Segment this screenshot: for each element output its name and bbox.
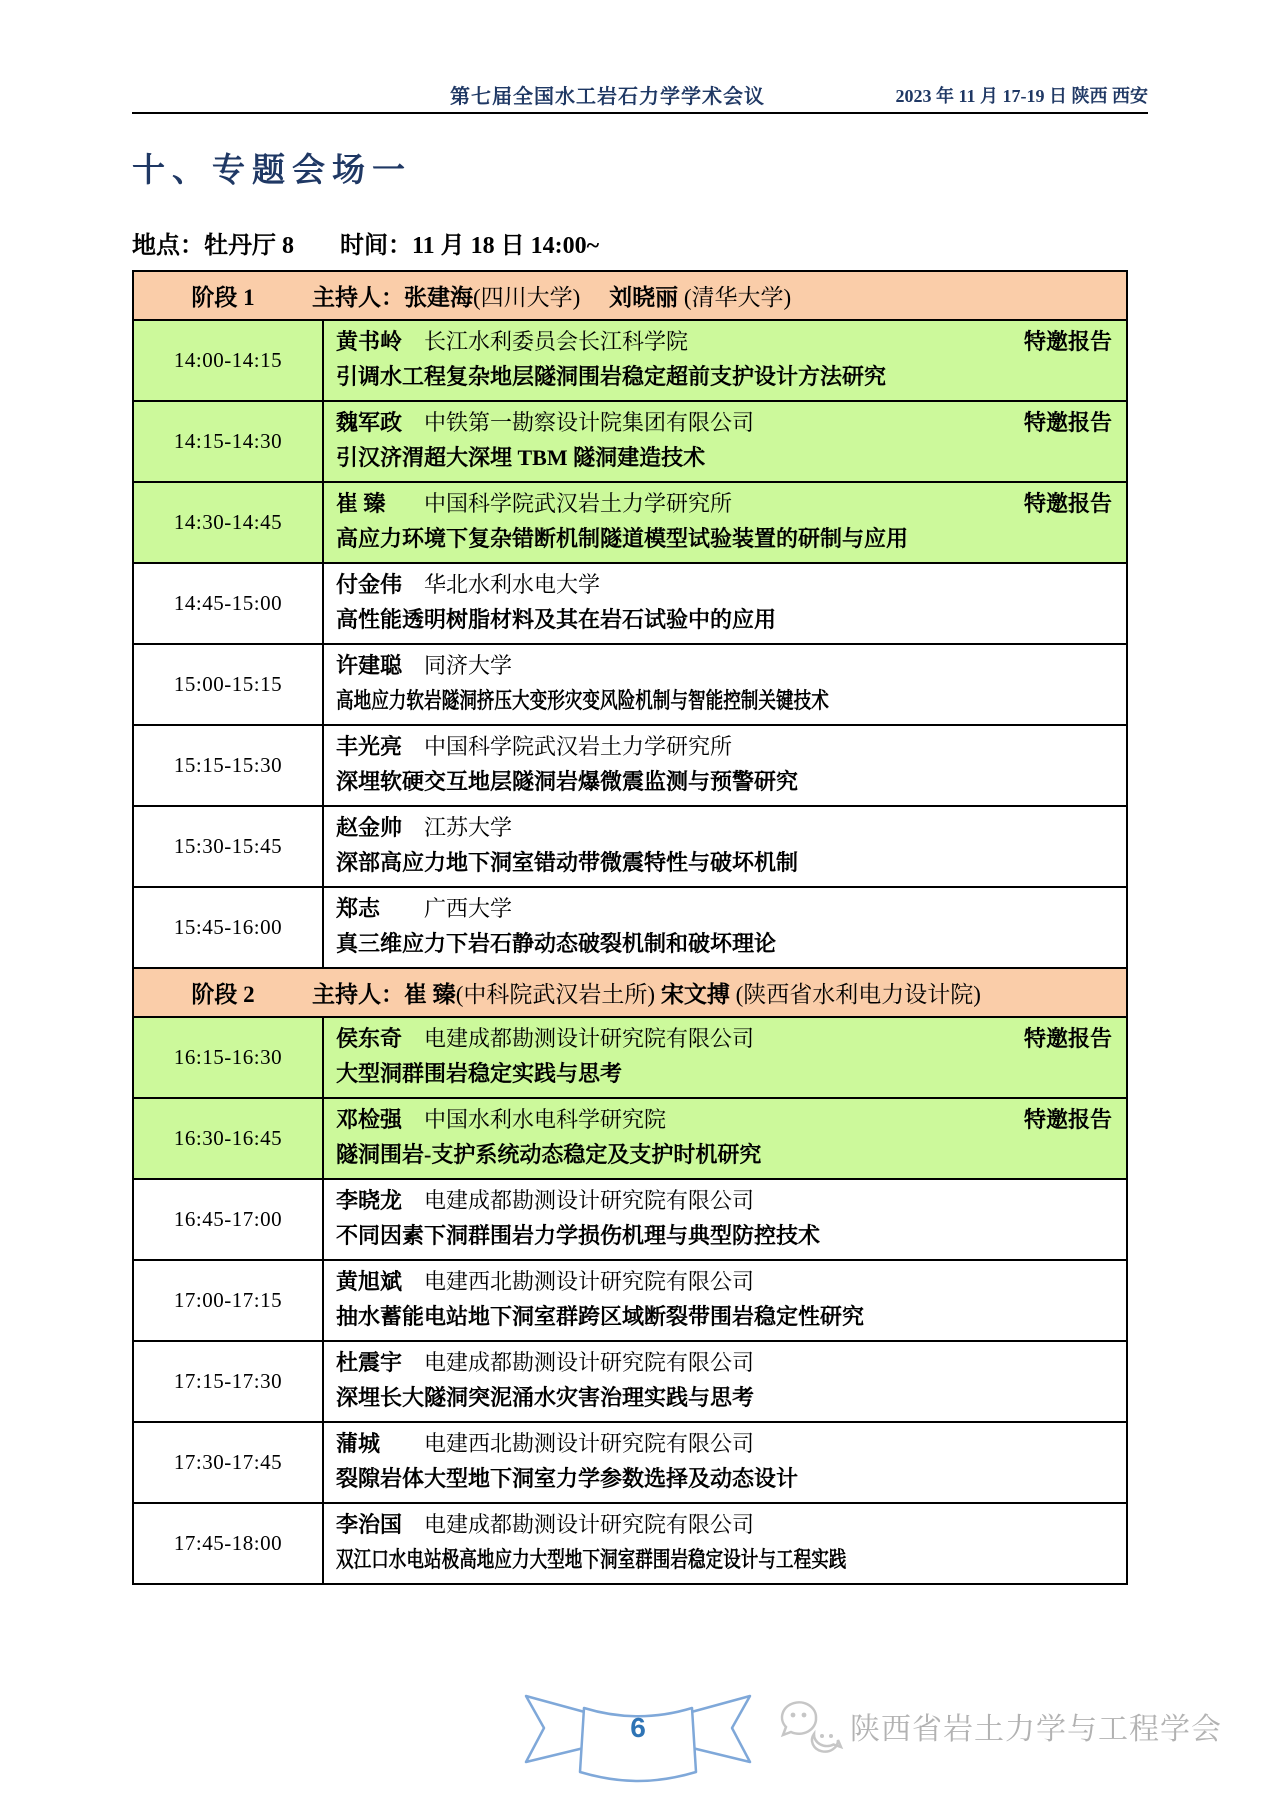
talk-time: 16:45-17:00: [133, 1179, 323, 1260]
talk-row: [133, 1503, 1127, 1584]
stage-chairs: 主持人：崔 臻(中科院武汉岩土所) 宋文搏 (陕西省水利电力设计院): [312, 982, 981, 1007]
talk-title: 真三维应力下岩石静动态破裂机制和破坏理论: [336, 931, 777, 956]
talk-title: 裂隙岩体大型地下洞室力学参数选择及动态设计: [336, 1466, 799, 1491]
content-area: [132, 80, 1148, 1585]
association-name: 陕西省岩土力学与工程学会: [850, 1713, 1222, 1746]
association-watermark: [778, 1694, 1222, 1758]
invited-badge: 特邀报告: [1023, 1026, 1112, 1051]
invited-badge: 特邀报告: [1023, 491, 1112, 516]
talk-content: [323, 1179, 1127, 1260]
talk-content: [323, 563, 1127, 644]
speaker-name: 侯东奇: [336, 1026, 403, 1051]
talk-time: 14:15-14:30: [133, 401, 323, 482]
talk-title: 深部高应力地下洞室错动带微震特性与破坏机制: [336, 850, 799, 875]
talk-row: [133, 1098, 1127, 1179]
talk-title: 隧洞围岩-支护系统动态稳定及支护时机研究: [336, 1142, 762, 1167]
section-title: 十、专题会场一: [132, 153, 412, 189]
talk-row: [133, 320, 1127, 401]
speaker-name: 李晓龙: [336, 1188, 403, 1213]
program-table: [132, 270, 1128, 1585]
talk-content: [323, 725, 1127, 806]
talk-content: [323, 1341, 1127, 1422]
speaker-affiliation: 电建成都勘测设计研究院有限公司: [424, 1026, 755, 1051]
talk-content: [323, 320, 1127, 401]
conference-date-place: 2023 年 11 月 17-19 日 陕西 西安: [895, 86, 1148, 106]
talk-time: 14:45-15:00: [133, 563, 323, 644]
stage-row: [133, 968, 1127, 1017]
speaker-affiliation: 中国水利水电科学研究院: [424, 1107, 667, 1132]
speaker-affiliation: 华北水利水电大学: [424, 572, 601, 597]
talk-time: 15:00-15:15: [133, 644, 323, 725]
talk-title: 深埋软硬交互地层隧洞岩爆微震监测与预警研究: [336, 769, 799, 794]
talk-title: 高应力环境下复杂错断机制隧道模型试验装置的研制与应用: [336, 526, 909, 551]
page-number: 6: [630, 1712, 646, 1743]
session-time: 时间：11 月 18 日 14:00~: [340, 233, 600, 259]
talk-row: [133, 887, 1127, 968]
speaker-name: 蒲城: [336, 1431, 381, 1456]
speaker-name: 付金伟: [336, 572, 403, 597]
speaker-affiliation: 江苏大学: [424, 815, 513, 840]
speaker-name: 魏军政: [336, 410, 403, 435]
talk-content: [323, 1098, 1127, 1179]
talk-row: [133, 563, 1127, 644]
speaker-name: 丰光亮: [336, 734, 403, 759]
speaker-affiliation: 电建成都勘测设计研究院有限公司: [424, 1512, 755, 1537]
stage-cell: [133, 968, 1127, 1017]
talk-time: 16:15-16:30: [133, 1017, 323, 1098]
speaker-name: 郑志: [336, 896, 381, 921]
speaker-name: 崔 臻: [336, 491, 386, 516]
speaker-affiliation: 电建西北勘测设计研究院有限公司: [424, 1269, 755, 1294]
conference-name: 第七届全国水工岩石力学学术会议: [450, 86, 765, 108]
talk-content: [323, 644, 1127, 725]
talk-time: 14:00-14:15: [133, 320, 323, 401]
talk-time: 15:30-15:45: [133, 806, 323, 887]
speaker-name: 黄旭斌: [336, 1269, 403, 1294]
speaker-affiliation: 电建西北勘测设计研究院有限公司: [424, 1431, 755, 1456]
speaker-affiliation: 长江水利委员会长江科学院: [424, 329, 689, 354]
running-header: [132, 80, 1148, 110]
talk-row: [133, 1179, 1127, 1260]
talk-title: 双江口水电站极高地应力大型地下洞室群围岩稳定设计与工程实践: [336, 1547, 847, 1572]
speaker-name: 许建聪: [336, 653, 403, 678]
talk-time: 15:15-15:30: [133, 725, 323, 806]
speaker-affiliation: 中国科学院武汉岩土力学研究所: [424, 491, 733, 516]
invited-badge: 特邀报告: [1023, 410, 1112, 435]
talk-row: [133, 1017, 1127, 1098]
talk-row: [133, 1422, 1127, 1503]
talk-content: [323, 482, 1127, 563]
invited-badge: 特邀报告: [1023, 329, 1112, 354]
invited-badge: 特邀报告: [1023, 1107, 1112, 1132]
header-rule: [132, 112, 1148, 114]
talk-title: 深埋长大隧洞突泥涌水灾害治理实践与思考: [336, 1385, 755, 1410]
talk-row: [133, 725, 1127, 806]
speaker-affiliation: 广西大学: [424, 896, 513, 921]
talk-content: [323, 1017, 1127, 1098]
stage-chairs: 主持人：张建海(四川大学) 刘晓丽 (清华大学): [312, 285, 792, 310]
speaker-name: 黄书岭: [336, 329, 403, 354]
speaker-name: 邓检强: [336, 1107, 403, 1132]
speaker-affiliation: 中铁第一勘察设计院集团有限公司: [424, 410, 755, 435]
stage-label: 阶段 1: [191, 285, 255, 310]
session-meta: [132, 225, 1148, 260]
talk-content: [323, 1260, 1127, 1341]
talk-title: 不同因素下洞群围岩力学损伤机理与典型防控技术: [336, 1223, 821, 1248]
speaker-affiliation: 中国科学院武汉岩土力学研究所: [424, 734, 733, 759]
talk-row: [133, 806, 1127, 887]
talk-time: 17:15-17:30: [133, 1341, 323, 1422]
talk-time: 16:30-16:45: [133, 1098, 323, 1179]
stage-cell: [133, 271, 1127, 320]
talk-row: [133, 482, 1127, 563]
talk-time: 17:30-17:45: [133, 1422, 323, 1503]
talk-content: [323, 401, 1127, 482]
talk-title: 抽水蓄能电站地下洞室群跨区域断裂带围岩稳定性研究: [336, 1304, 865, 1329]
talk-title: 大型洞群围岩稳定实践与思考: [336, 1061, 623, 1086]
wechat-logo-icon: [778, 1694, 848, 1758]
talk-row: [133, 1260, 1127, 1341]
speaker-affiliation: 电建成都勘测设计研究院有限公司: [424, 1188, 755, 1213]
talk-title: 引汉济渭超大深埋 TBM 隧洞建造技术: [336, 445, 706, 470]
stage-row: [133, 271, 1127, 320]
speaker-affiliation: 同济大学: [424, 653, 513, 678]
talk-time: 14:30-14:45: [133, 482, 323, 563]
talk-time: 17:45-18:00: [133, 1503, 323, 1584]
talk-row: [133, 401, 1127, 482]
talk-title: 高性能透明树脂材料及其在岩石试验中的应用: [336, 607, 777, 632]
talk-time: 15:45-16:00: [133, 887, 323, 968]
talk-content: [323, 887, 1127, 968]
stage-label: 阶段 2: [191, 982, 255, 1007]
talk-content: [323, 806, 1127, 887]
speaker-name: 赵金帅: [336, 815, 403, 840]
talk-content: [323, 1503, 1127, 1584]
talk-title: 引调水工程复杂地层隧洞围岩稳定超前支护设计方法研究: [336, 364, 887, 389]
talk-time: 17:00-17:15: [133, 1260, 323, 1341]
talk-row: [133, 1341, 1127, 1422]
session-location: 地点：牡丹厅 8: [132, 233, 294, 259]
speaker-affiliation: 电建成都勘测设计研究院有限公司: [424, 1350, 755, 1375]
speaker-name: 李治国: [336, 1512, 403, 1537]
talk-title: 高地应力软岩隧洞挤压大变形灾变风险机制与智能控制关键技术: [336, 688, 829, 713]
speaker-name: 杜震宇: [336, 1350, 403, 1375]
talk-row: [133, 644, 1127, 725]
talk-content: [323, 1422, 1127, 1503]
